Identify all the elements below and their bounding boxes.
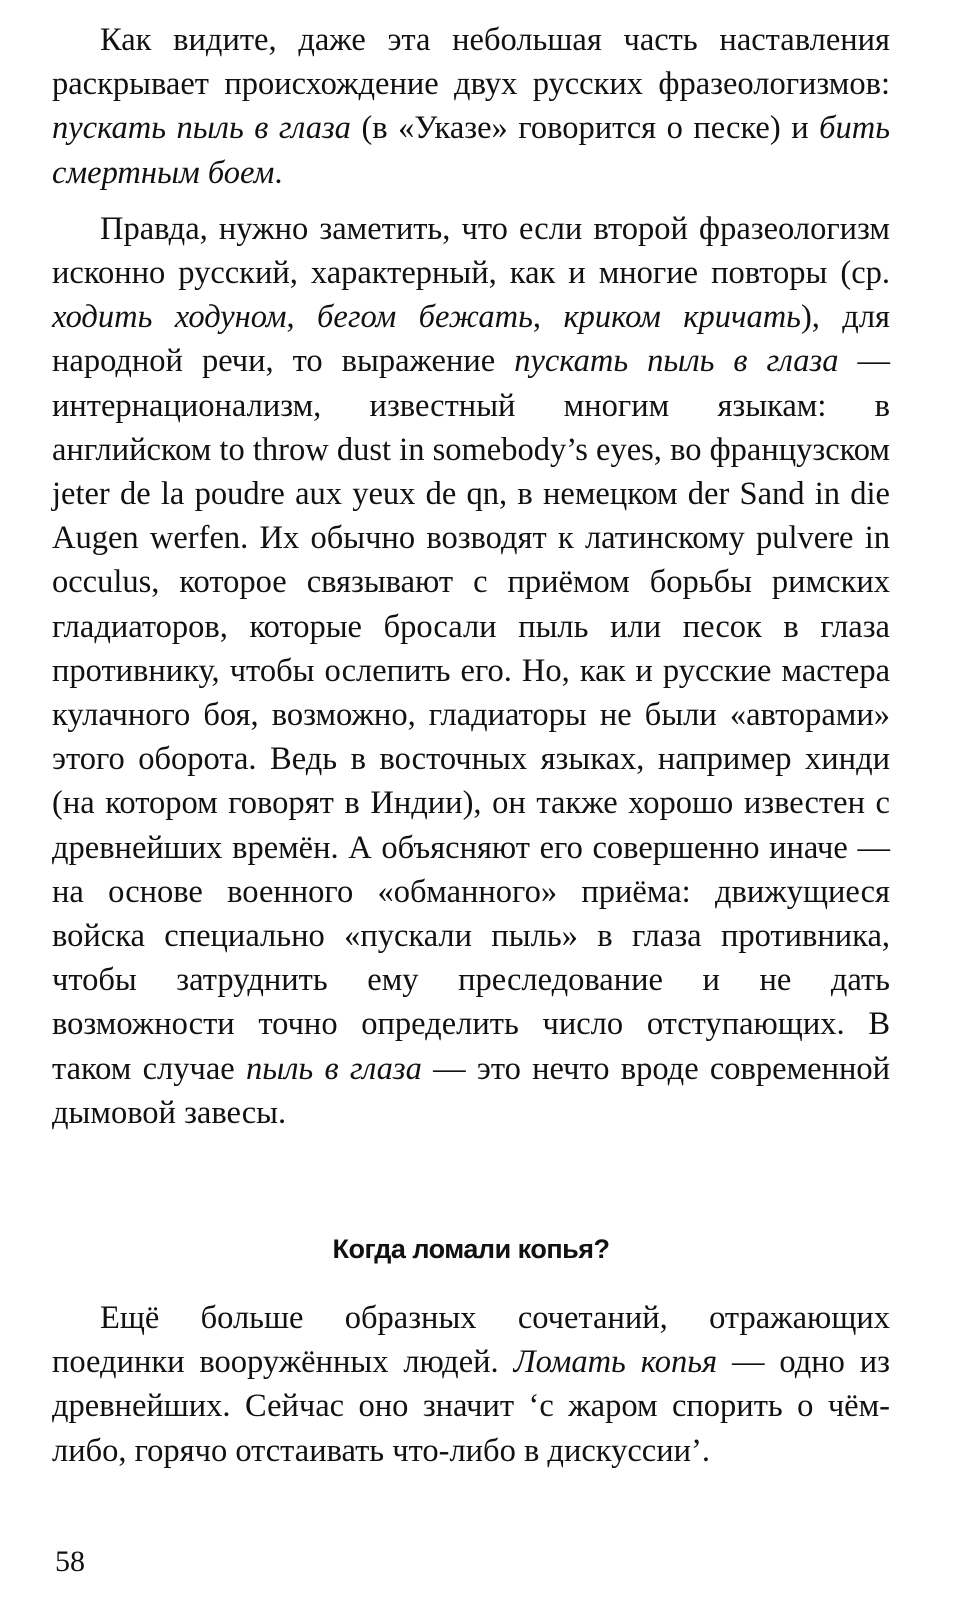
page-number: 58	[55, 1545, 85, 1578]
italic-phrase: пускать пыль в глаза	[52, 110, 351, 147]
main-text-block	[52, 18, 890, 1135]
second-text-block	[52, 1296, 890, 1473]
paragraph-2: Правда, нужно заметить, что если второй фразеологизм исконно русский, характерный, как и многие повторы (ср. ходить ходуном, бегом бежать, криком кричать), для народной речи, то выражение пускать пыль в глаза — интернационализм, известный многим языкам: в английском to throw dust in somebody’s eyes, во французском jeter de la poudre aux yeux de qn, в немецком der Sand in die Augen werfen. Их обычно возводят к латинскому pulvere in occulus, которое связывают с приёмом борьбы римских гладиаторов, которые бросали пыль или песок в глаза противнику, чтобы ослепить его. Но, как и русские мастера кулачного боя, возможно, гладиаторы не были «авторами» этого оборота. Ведь в восточных языках, например хинди (на котором говорят в Индии), он также хорошо известен с древнейших времён. А объясняют его совершенно иначе — на основе военного «обманного» приёма: движущиеся войска специально «пускали пыль» в глаза противника, чтобы затруднить ему преследование и не дать возможности точно определить число отступающих. В таком случае пыль в глаза — это нечто вроде современной дымовой завесы.	[52, 210, 891, 1131]
italic-phrase: бегом бежать	[317, 299, 533, 336]
italic-phrase: пыль в глаза	[245, 1050, 422, 1087]
italic-phrase: пускать пыль в глаза	[514, 343, 839, 380]
paragraph-1: Как видите, даже эта небольшая часть наставления раскрывает происхождение двух русских фразеологизмов: пускать пыль в глаза (в «Указе» говорится о песке) и бить смертным боем.	[52, 22, 890, 191]
italic-phrase: криком кричать	[563, 299, 801, 336]
italic-phrase: Ломать копья	[513, 1344, 718, 1381]
italic-phrase: бить смертным боем	[52, 110, 890, 191]
section-heading: Когда ломали копья?	[332, 1234, 610, 1264]
italic-phrase: ходить ходуном	[52, 299, 287, 336]
paragraph-3: Ещё больше образных сочетаний, отражающих поединки вооружённых людей. Ломать копья — одно из древнейших. Сейчас оно значит ‘с жаром спорить о чём-либо, горячо отстаивать что-либо в дискуссии’.	[52, 1300, 890, 1469]
